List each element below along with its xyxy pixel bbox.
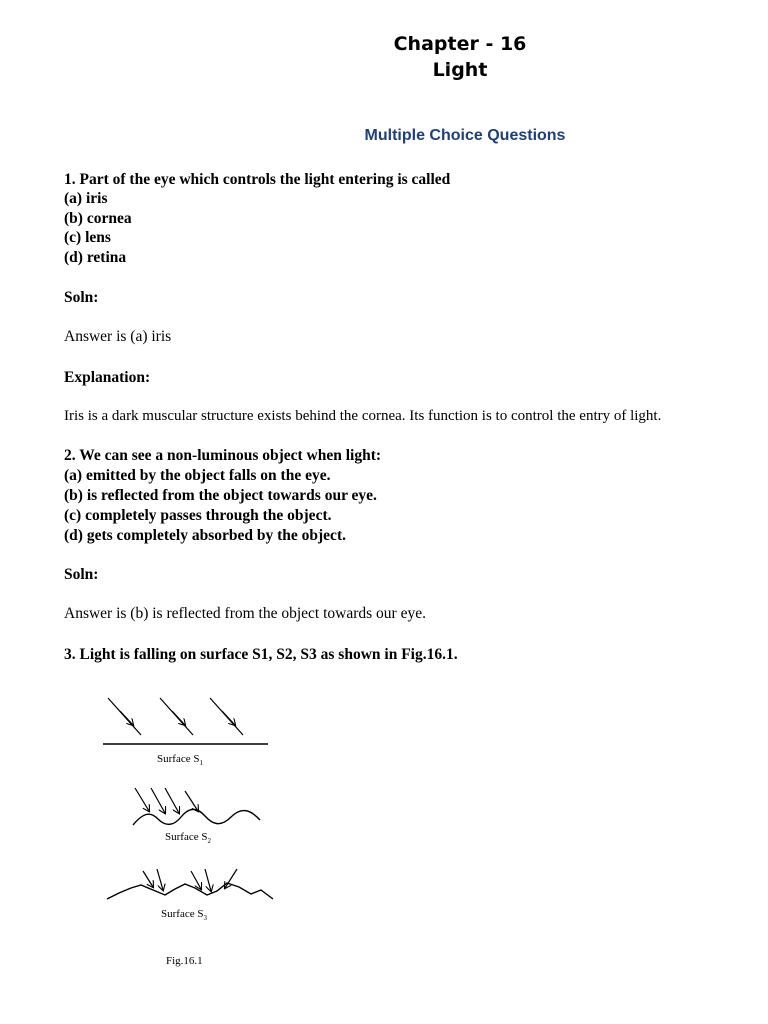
q1-answer: Answer is (a) iris [64,328,172,345]
section-title: Multiple Choice Questions [364,127,566,144]
incident-ray [205,869,211,891]
q1-option-a: (a) iris [64,190,108,207]
surface-s1-diagram [103,698,268,744]
surface-s3-line [107,883,273,899]
arrow-icon [222,711,235,725]
surface-s3-caption [161,908,207,922]
surface-s1-subscript: 1 [199,759,203,768]
q1-soln-label: Soln: [64,289,99,306]
surface-s3-diagram [107,869,273,899]
q1-explanation: Iris is a dark muscular structure exists behind the cornea. Its function is to control the entry of light. [64,408,662,424]
q2-option-c: (c) completely passes through the object. [64,507,332,524]
q2-answer: Answer is (b) is reflected from the object towards our eye. [64,605,426,622]
incident-ray [185,791,198,811]
q3-question: 3. Light is falling on surface S1, S2, S3 as shown in Fig.16.1. [64,646,458,663]
q1-option-d: (d) retina [64,249,127,266]
q2-option-d: (d) gets completely absorbed by the object. [64,527,346,544]
surface-s2-diagram [133,788,260,825]
arrow-icon [172,711,185,725]
q2-option-b: (b) is reflected from the object towards our eye. [64,487,377,504]
surface-s2-caption [165,831,211,845]
surface-s2-subscript: 2 [207,837,211,846]
surface-s3-subscript: 3 [203,914,207,923]
chapter-subtitle: Light [432,59,488,81]
q1-question: 1. Part of the eye which controls the light entering is called [64,171,451,188]
incident-ray [157,869,163,890]
incident-ray [135,788,149,811]
incident-ray [151,788,165,813]
incident-ray [165,788,179,813]
q2-option-a: (a) emitted by the object falls on the eye. [64,467,331,484]
q2-question: 2. We can see a non-luminous object when light: [64,447,382,464]
q1-explanation-label: Explanation: [64,369,151,386]
surface-s1-caption [157,753,203,767]
q1-option-b: (b) cornea [64,210,132,227]
q1-option-c: (c) lens [64,229,111,246]
chapter-title: Chapter - 16 [393,33,527,55]
arrow-icon [120,711,133,725]
figure-16-1 [95,685,285,885]
surface-s2-label: Surface S [165,831,208,843]
surface-s1-label: Surface S [157,753,200,765]
surface-s2-line [133,809,260,825]
q2-soln-label: Soln: [64,566,99,583]
surface-s3-label: Surface S [161,908,204,920]
figure-caption: Fig.16.1 [166,955,203,967]
incident-ray [143,871,153,887]
